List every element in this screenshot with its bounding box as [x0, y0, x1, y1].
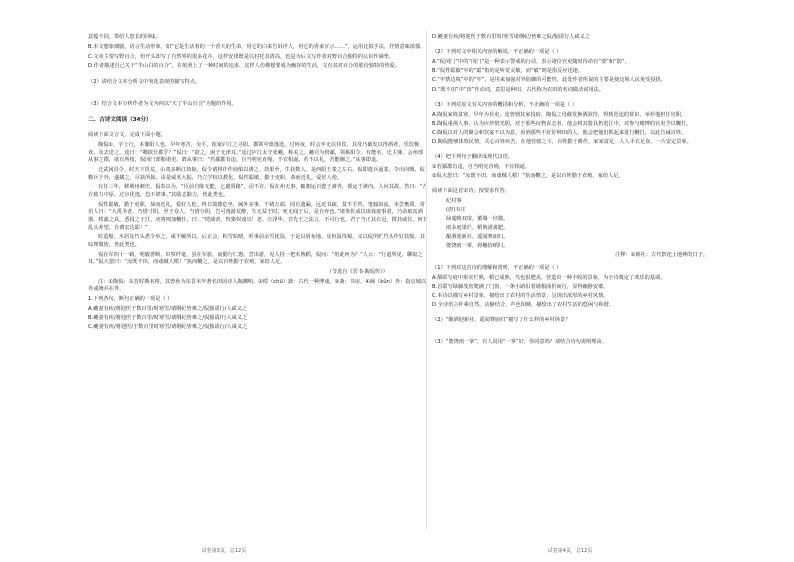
passage-source: （节选自《晋书·陶侃传》） [326, 269, 388, 276]
option-b: B.“侃性聪敏”中的“聪”指的是听觉灵敏，而“敏”则是指反应迅速。 [432, 68, 584, 75]
passage-paragraph: 侃性聪敏，勤于吏职，恭而近礼，爱好人伦。终日敛膝危坐，阃外多事，千绪万端，罔有遗漏。远近书疏，莫不手答，笔翰如流，未尝壅滞。常语人曰：“大禹圣者，乃惜寸阴，至于众人，当惜分阴，岂可逸游荒醉，生无益于时，死无闻于后，是自弃也。”诸参佐或以谈戏废事者，乃命取其酒器、樗蒲之具，悉投之于江，吏将则加鞭扑，曰：“樗蒲者，牧猪奴戏耳！老、庄浮华，非先王之法言，不可行也。君子当正其衣冠，摄其威仪，何有乱头养望，自谓宏达耶！” [88, 201, 428, 231]
poem-line: 婆饶雨一掌，将穗拾稻归。 [446, 243, 509, 250]
option-d: D.“既不田”中“田”作动词，意思是种田，古代称为农田的名词做动词用法。 [432, 86, 605, 93]
option-a: A.颔联写庭中果实烂熟，稻已成熟，鸟也很肥美，营造出一种丰收的景象，为全诗奠定了欢乐的基调。 [432, 274, 666, 281]
question-3: （3）下列对原文有关内容的概括和分析，不正确的一项是（ ） [432, 101, 578, 108]
passage-paragraph: 迁武冈县令。时天下饥荒，山夷多断江劫掠，侃令诸将诈作商船以诱之。劫果至，生获数人，是西阳王羕之左右。侃即遣兵逼羕，令出向贼，侃勒兵于外，遂擒之，尽获所掠。由是威名大振，乃立学校以教化。侃性聪敏，勤于吏职，恭而近礼，爱好人伦。 [88, 167, 425, 181]
option-d: D.全诗语言朴素自然，动静结合，声色相映，描绘出了农村生活的悠闲与和谐。 [432, 302, 615, 309]
poem-line: 雨多庭果烂，稻熟渚禽肥。 [446, 225, 509, 232]
option-c: C.文章主要写野百合，但开头却写了自然界的很多花卉，这样安排既是以衬托其清高，也是为后文写作者对野百合独特的认识作铺垫。 [88, 53, 395, 60]
poem-question-1: （1）下列对这首诗的理解和赏析，不正确的一项是（ ） [432, 264, 562, 271]
translation-item: ②侃大怒曰：“汝既不田，而戏贼人稻！”执而鞭之，是以百姓勤于农殖，家给人足。 [432, 173, 624, 180]
poem-question-2: （2）“酿酒迎新社，遥闻赛庙归”描写了什么样的乡村场景？ [432, 317, 571, 324]
option-b: B.本文想象细腻，语言生动形象，如“它是生活着的一个香天的生命，用它的白来告诉世人，用它的香来宣示……”，运用比拟手法，抒情意味浓郁。 [88, 43, 426, 50]
question-1: 1.下列各句，断句正确的一项是（ ） [88, 296, 173, 303]
option-c: C.“牢禁边境”中的“牢”，是用来加强对外防御的可能性，此处作者所说的主要是使边境人民免受侵扰。 [432, 77, 666, 84]
option-b: B.首联写绿藤茂密爬满了门窗，一条小路沿着墙根曲折而行，显得幽静安谧。 [432, 283, 609, 290]
question-2: （2）下列对文中相关内容的解说，不正确的一项是（ ） [432, 49, 562, 56]
poem-question-3: （3）“婆饶雨一掌”，有人说用“一掌”好，你同意吗？请结合诗句说明理由。 [432, 339, 607, 346]
option-c: C.本诗以描写乡村景象，描绘出了农村的生活情景，呈现出浓厚的乡村风情。 [432, 293, 609, 300]
page-number-left: 试卷第3页，总12页 [201, 548, 247, 554]
passage-paragraph: 时造船，木屑及竹头悉令举之，咸不解所以。后正会，积雪始晴，听事前余雪犹湿，于是以屑布地。及桓温伐蜀，又以侃所贮竹头作钉装船。其综理微密，皆此类也。 [88, 234, 425, 248]
left-column [88, 34, 428, 334]
page-number-right: 试卷第4页，总12页 [547, 548, 593, 554]
poem-note: 注释：①新社：古代祭祀土地神的日子。 [615, 252, 708, 259]
passage-intro: 阅读下面文言文，完成下面小题。 [88, 132, 166, 139]
poem-intro: 阅读下面这首宋诗，按要求作答。 [432, 188, 510, 195]
right-column [432, 34, 768, 349]
passage-paragraph: 侃在军四十一载，明毅善断，识察纤毫，虽在军旅，而勤行仁惠。尝出游，见人持一把未熟稻，侃问：“用此何为？”人云：“行道所见，聊取之耳。”侃大怒曰：“汝既不田，而戏贼人稻！”执而鞭之。是以百姓勤于农殖，家给人足。 [88, 251, 423, 266]
question-3: （3）结合文本分析作者为文为何以“天了半山百合”为题的作用。 [88, 100, 237, 107]
poem-line: 绿蔓映双扉，循墙一径微。 [446, 216, 509, 223]
question-2: （2）请结合文本分析文中突花表现的描写特点。 [88, 79, 201, 86]
option-a: A.“侃闭门”中的“闭门”是一种表示警戒的行动，表示诸位官吏随时待命有“要”和“防”。 [432, 58, 630, 65]
question-4: （4）把下列句子翻译成现代汉语。 [432, 154, 514, 161]
poem-title: 纪村事 [446, 198, 462, 205]
option-b: B.陶侃重视人事，认为应珍惜光阴，对于那些玩物丧志者，他会将其器具扔进江中，对参与赌博的官吏予以鞭打。 [432, 120, 692, 127]
passage-note: 注：①陶侃：东晋时期名将，其曾孙为东晋末年著名田园诗人陶渊明。②樗（chū）蒲：古代一种博戏。③斋：书房。④阃（kǔn）外：指京城以外或统兵在外。 [88, 278, 427, 293]
poem-line: 酿酒迎新社，遥闻赛庙归。 [446, 234, 509, 241]
column-divider [426, 30, 427, 530]
option-d: D.夔妻有疾/将迎医于数百里时/寒雪诸纲纪/皆难之侃/独请行人咸义之 [432, 34, 590, 40]
option-a: A.夔妻有疾/将迎医于数百里/时寒雪/诸纲纪皆难之/侃独请行/人咸义之 [88, 306, 248, 313]
option-b: B.夔妻有疾/将迎医于数百里/时寒雪/诸纲纪皆难之/侃独请/行人咸义之 [88, 315, 248, 322]
paragraph: 意蕴不同，带给人悠长的回味。 [88, 34, 161, 40]
option-a: A.陶侃家境贫寒，早年为县吏，逵曾到其家投宿，陶侃之母截发换酒款待，得到范逵的赏识，举荐他担任官职。 [432, 111, 687, 118]
option-d: D.作者描述自己关于“半山白的百合”，在依照上了一种时间的追求，这样人仿佛想要成为幽谷的生活，文有其对百合的那份独特的热爱。 [88, 63, 400, 70]
option-d: D.陶侃能够体察民情，关心百姓疾苦，在他管辖之下，百姓勤于耕作，家家富足，人人丰衣足食，一片安定景象。 [432, 139, 692, 146]
passage-paragraph: 陶侃①，字士行，本豫阳人也。早年寒苦，吴平，徙家庐江之寻阳。郡领中禀落选，过何夜，时会卒无以待宾，其母乃截发以得酒肴，乐饮极欢，及去送之。逵曰：“卿欲仕郡乎？”侃曰：“欲之，困于无津耳。”逵过庐江太守张夔，称美之。夔召为督邮，领枞阳令。有能名，迁主簿。会州部从事之郡，欲有所按，侃闭门部勒诸吏，谓从事曰：“若鄙郡有违，自当明宪直绳，不宜相逼。若不以礼，吾能御之。”从事即退。 [88, 142, 423, 164]
section-heading: 二、古诗文阅读（34分） [88, 116, 152, 123]
option-c: C.夔妻有疾/将迎医/于数百里时寒雪/诸纲纪皆难之/侃独请行/人咸义之 [88, 324, 248, 331]
passage-paragraph: 在任三年，移荆州刺史。侃奏以为，“臣前自陈无能，乞避贤路”，诏不许。侃在州无事，辄朝运百甓于斋外，暮运于斋内。人问其故，答曰：“吾方致力中原，过尔优逸，恐不堪事。”其励志勤力，皆此类也。 [88, 184, 428, 198]
page-footer [0, 547, 794, 554]
translation-item: ①若鄙郡有违，自当明宪直绳，不宜相逼。 [432, 164, 531, 171]
poem-author: (唐)韦庄 [446, 207, 466, 214]
option-c: C.陶侃以对人的聚会和饮宴不以为意，看到那些不好好种田的人，他会把他们抓起来进行鞭打，以此告诫百姓。 [432, 129, 687, 136]
